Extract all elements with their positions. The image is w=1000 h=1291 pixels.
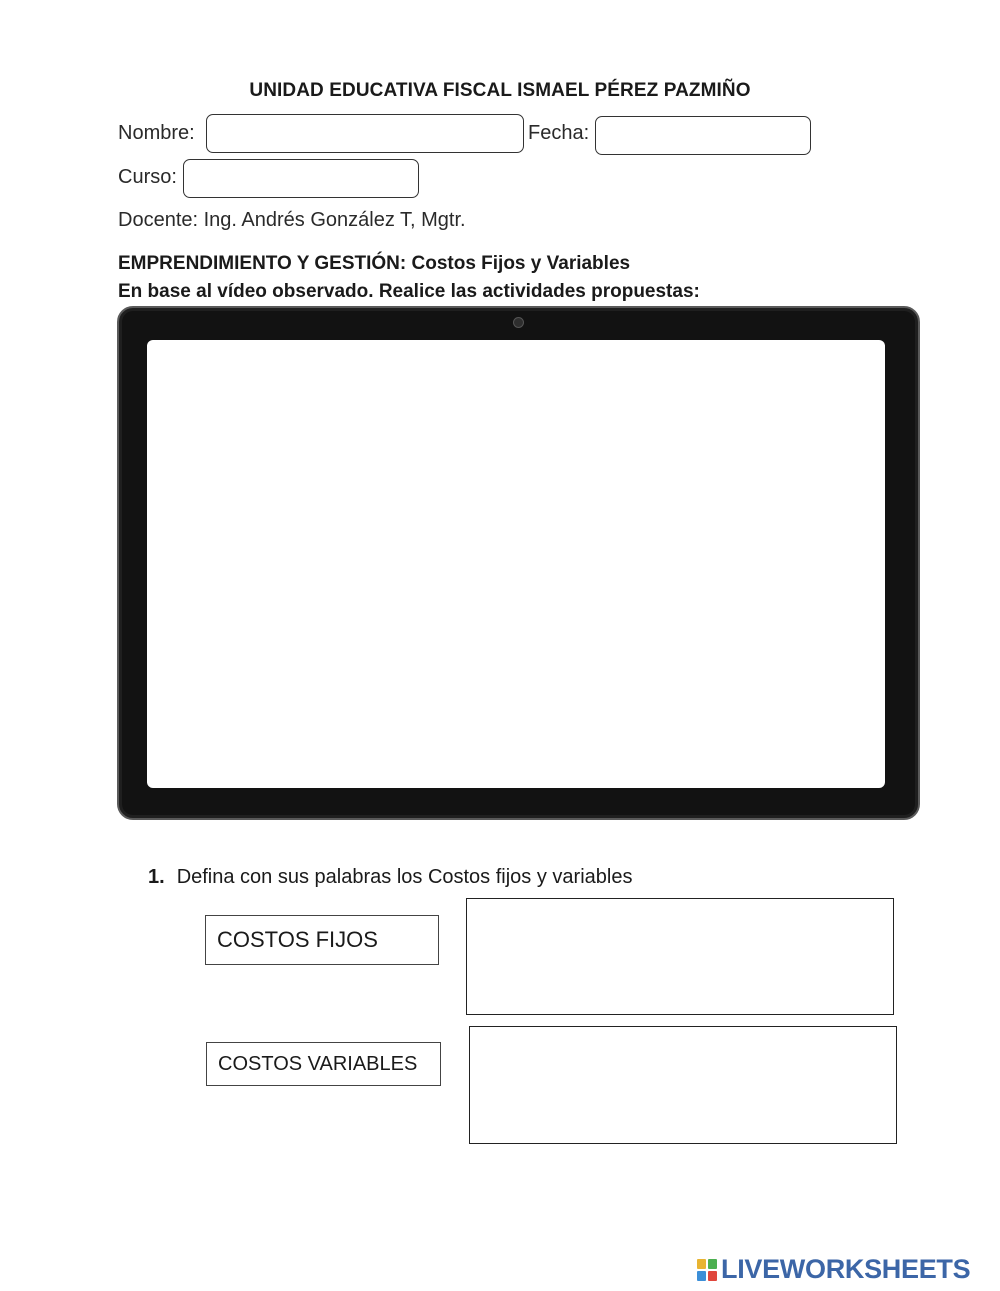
instruction-heading: En base al vídeo observado. Realice las actividades propuestas: [118,281,700,302]
school-title: UNIDAD EDUCATIVA FISCAL ISMAEL PÉREZ PAZMIÑO [249,80,751,101]
question-text: Defina con sus palabras los Costos fijos y variables [176,866,633,888]
video-screen[interactable] [147,340,885,788]
liveworksheets-logo[interactable] [697,1254,970,1285]
question-number: 1. [148,866,165,888]
logo-block-i [708,1259,717,1269]
course-label: Curso: [118,166,177,188]
subject-heading: EMPRENDIMIENTO Y GESTIÓN: Costos Fijos y Variables [118,253,631,274]
name-label: Nombre: [118,122,195,144]
term-fixed-costs: COSTOS FIJOS [205,915,439,965]
teacher-line: Docente: Ing. Andrés González T, Mgtr. [118,209,466,231]
camera-icon [513,317,524,328]
logo-block-l [697,1259,706,1269]
logo-mark-icon [697,1259,717,1281]
logo-block-v [697,1271,706,1281]
name-input[interactable] [206,114,524,153]
brand-name: LIVEWORKSHEETS [721,1254,971,1284]
variable-costs-answer[interactable] [469,1026,897,1144]
course-input[interactable] [183,159,419,198]
term-variable-costs: COSTOS VARIABLES [206,1042,441,1086]
date-label: Fecha: [528,122,590,144]
fixed-costs-answer[interactable] [466,898,894,1015]
logo-block-e [708,1271,717,1281]
date-input[interactable] [595,116,811,155]
question-1 [148,866,632,889]
